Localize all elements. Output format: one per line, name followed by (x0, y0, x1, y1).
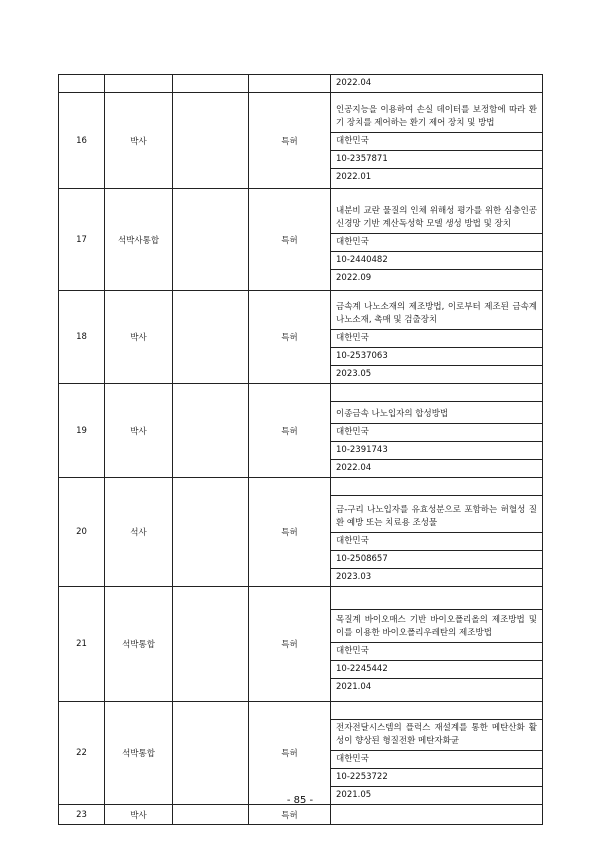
patent-blank (331, 478, 542, 495)
patent-country: 대한민국 (331, 750, 542, 768)
page-number: - 85 - (286, 795, 314, 806)
patent-country: 대한민국 (331, 329, 542, 347)
patent-date: 2023.05 (331, 365, 542, 383)
patent-info (331, 478, 543, 587)
table-row (59, 384, 543, 478)
cell-empty (173, 291, 249, 384)
table-row (59, 805, 543, 825)
patent-number: 10-2508657 (331, 550, 542, 568)
patent-blank (331, 702, 542, 719)
degree: 석사 (105, 478, 173, 587)
patent-country: 대한민국 (331, 233, 542, 251)
achievement-type: 특허 (249, 291, 331, 384)
patent-number: 10-2440482 (331, 251, 542, 269)
patent-date: 2021.04 (331, 678, 542, 696)
cell-empty (173, 384, 249, 478)
patent-info (331, 702, 543, 805)
patent-date: 2021.05 (331, 786, 542, 804)
row-number: 22 (59, 702, 105, 805)
achievement-type: 특허 (249, 702, 331, 805)
patent-number: 10-2245442 (331, 660, 542, 678)
achievement-type: 특허 (249, 805, 331, 825)
degree: 석박사통합 (105, 189, 173, 291)
patent-info (331, 587, 543, 702)
patent-number: 10-2253722 (331, 768, 542, 786)
cell-empty (173, 805, 249, 825)
table-row (59, 702, 543, 805)
patent-number: 10-2357871 (331, 150, 542, 168)
cell-empty (59, 75, 105, 93)
degree: 박사 (105, 384, 173, 478)
cell-empty (173, 75, 249, 93)
cell-empty (249, 75, 331, 93)
cell-empty (105, 75, 173, 93)
cell-empty (173, 93, 249, 189)
cell-empty (173, 478, 249, 587)
row-number: 19 (59, 384, 105, 478)
patent-country: 대한민국 (331, 132, 542, 150)
row-number: 16 (59, 93, 105, 189)
patent-info (331, 291, 543, 384)
degree: 박사 (105, 291, 173, 384)
patent-blank (331, 592, 542, 609)
patent-number: 10-2537063 (331, 347, 542, 365)
row-number: 20 (59, 478, 105, 587)
patent-info (331, 75, 543, 93)
patent-title: 목질계 바이오매스 기반 바이오폴리올의 제조방법 및 이를 이용한 바이오폴리우레탄의 제조방법 (331, 609, 542, 642)
achievement-type: 특허 (249, 478, 331, 587)
achievement-type: 특허 (249, 189, 331, 291)
table-row (59, 93, 543, 189)
row-number: 23 (59, 805, 105, 825)
table-row (59, 478, 543, 587)
patent-title: 내분비 교란 물질의 인체 위해성 평가를 위한 심층인공신경망 기반 계산독성학 모델 생성 방법 및 장치 (336, 205, 537, 229)
patent-info (331, 189, 543, 291)
degree: 석박통합 (105, 702, 173, 805)
patent-number: 10-2391743 (331, 441, 542, 459)
patent-info (331, 384, 543, 478)
cell-empty (173, 587, 249, 702)
table-row (59, 291, 543, 384)
achievement-type: 특허 (249, 384, 331, 478)
table-row (59, 189, 543, 291)
table-row-continued (59, 75, 543, 93)
patent-date: 2023.03 (331, 568, 542, 586)
achievement-type: 특허 (249, 93, 331, 189)
patent-date: 2022.04 (331, 459, 542, 477)
patent-date: 2022.01 (331, 168, 542, 186)
degree: 박사 (105, 805, 173, 825)
patent-blank (331, 384, 542, 401)
degree: 박사 (105, 93, 173, 189)
patent-title: 인공지능을 이용하여 손실 데이터를 보정함에 따라 환기 장치를 제어하는 환기 제어 장치 및 방법 (336, 104, 537, 128)
patent-country: 대한민국 (331, 642, 542, 660)
patent-table (58, 74, 543, 825)
patent-country: 대한민국 (331, 423, 542, 441)
row-number: 17 (59, 189, 105, 291)
cell-empty (173, 702, 249, 805)
patent-title: 금-구리 나노입자를 유효성분으로 포함하는 허혈성 질환 예방 또는 치료용 조성물 (331, 495, 542, 532)
patent-title: 전자전달시스템의 플럭스 재설계를 통한 메탄산화 활성이 향상된 형질전환 메탄자화균 (331, 719, 542, 750)
row-number: 21 (59, 587, 105, 702)
patent-title: 금속계 나노소재의 제조방법, 이로부터 제조된 금속계 나노소재, 촉매 및 검출장치 (336, 302, 537, 325)
row-number: 18 (59, 291, 105, 384)
cell-empty (331, 805, 543, 825)
cell-empty (173, 189, 249, 291)
patent-date: 2022.04 (336, 78, 372, 88)
table-row (59, 587, 543, 702)
achievement-type: 특허 (249, 587, 331, 702)
degree: 석박통합 (105, 587, 173, 702)
patent-title: 이종금속 나노입자의 합성방법 (331, 401, 542, 423)
patent-info (331, 93, 543, 189)
patent-date: 2022.09 (331, 269, 542, 287)
patent-country: 대한민국 (331, 532, 542, 550)
